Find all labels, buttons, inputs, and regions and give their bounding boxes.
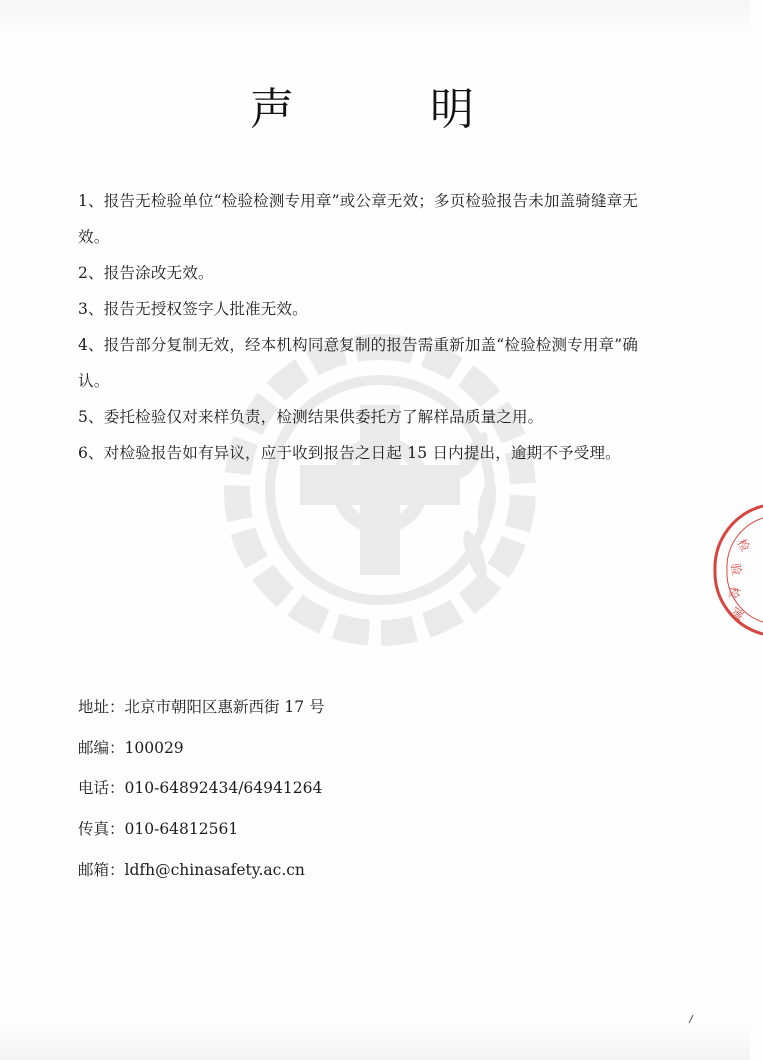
seal-stamp-fragment-icon	[703, 500, 763, 640]
stamp-text-fragment-2: 验	[728, 562, 744, 577]
stamp-text-fragment-3: 检	[725, 585, 742, 600]
postcode-line: 邮编：100029	[78, 738, 184, 757]
clause-4: 4、报告部分复制无效，经本机构同意复制的报告需重新加盖“检验检测专用章”确认。	[78, 336, 639, 390]
phone-line: 电话：010-64892434/64941264	[78, 779, 323, 798]
address-line: 地址：北京市朝阳区惠新西街 17 号	[78, 698, 325, 716]
contact-info	[78, 697, 598, 900]
title-char-1: 声	[250, 84, 294, 135]
title-char-2: 明	[430, 84, 474, 135]
statement-clauses	[78, 183, 660, 471]
page-title	[0, 82, 750, 142]
corner-mark-icon	[688, 1014, 694, 1024]
fax-line: 传真：010-64812561	[78, 820, 239, 839]
clause-3: 3、报告无授权签字人批准无效。	[78, 300, 308, 318]
clause-1: 1、报告无检验单位“检验检测专用章”或公章无效；多页检验报告未加盖骑缝章无效。	[78, 192, 639, 246]
stamp-text-fragment: 检	[734, 536, 753, 554]
clause-5: 5、委托检验仅对来样负责，检测结果供委托方了解样品质量之用。	[78, 408, 544, 426]
clause-6: 6、对检验报告如有异议，应于收到报告之日起 15 日内提出，逾期不予受理。	[78, 444, 621, 462]
stamp-text-fragment-4: 测	[728, 604, 747, 622]
email-line: 邮箱：ldfh@chinasafety.ac.cn	[78, 860, 305, 879]
clause-2: 2、报告涂改无效。	[78, 264, 214, 282]
